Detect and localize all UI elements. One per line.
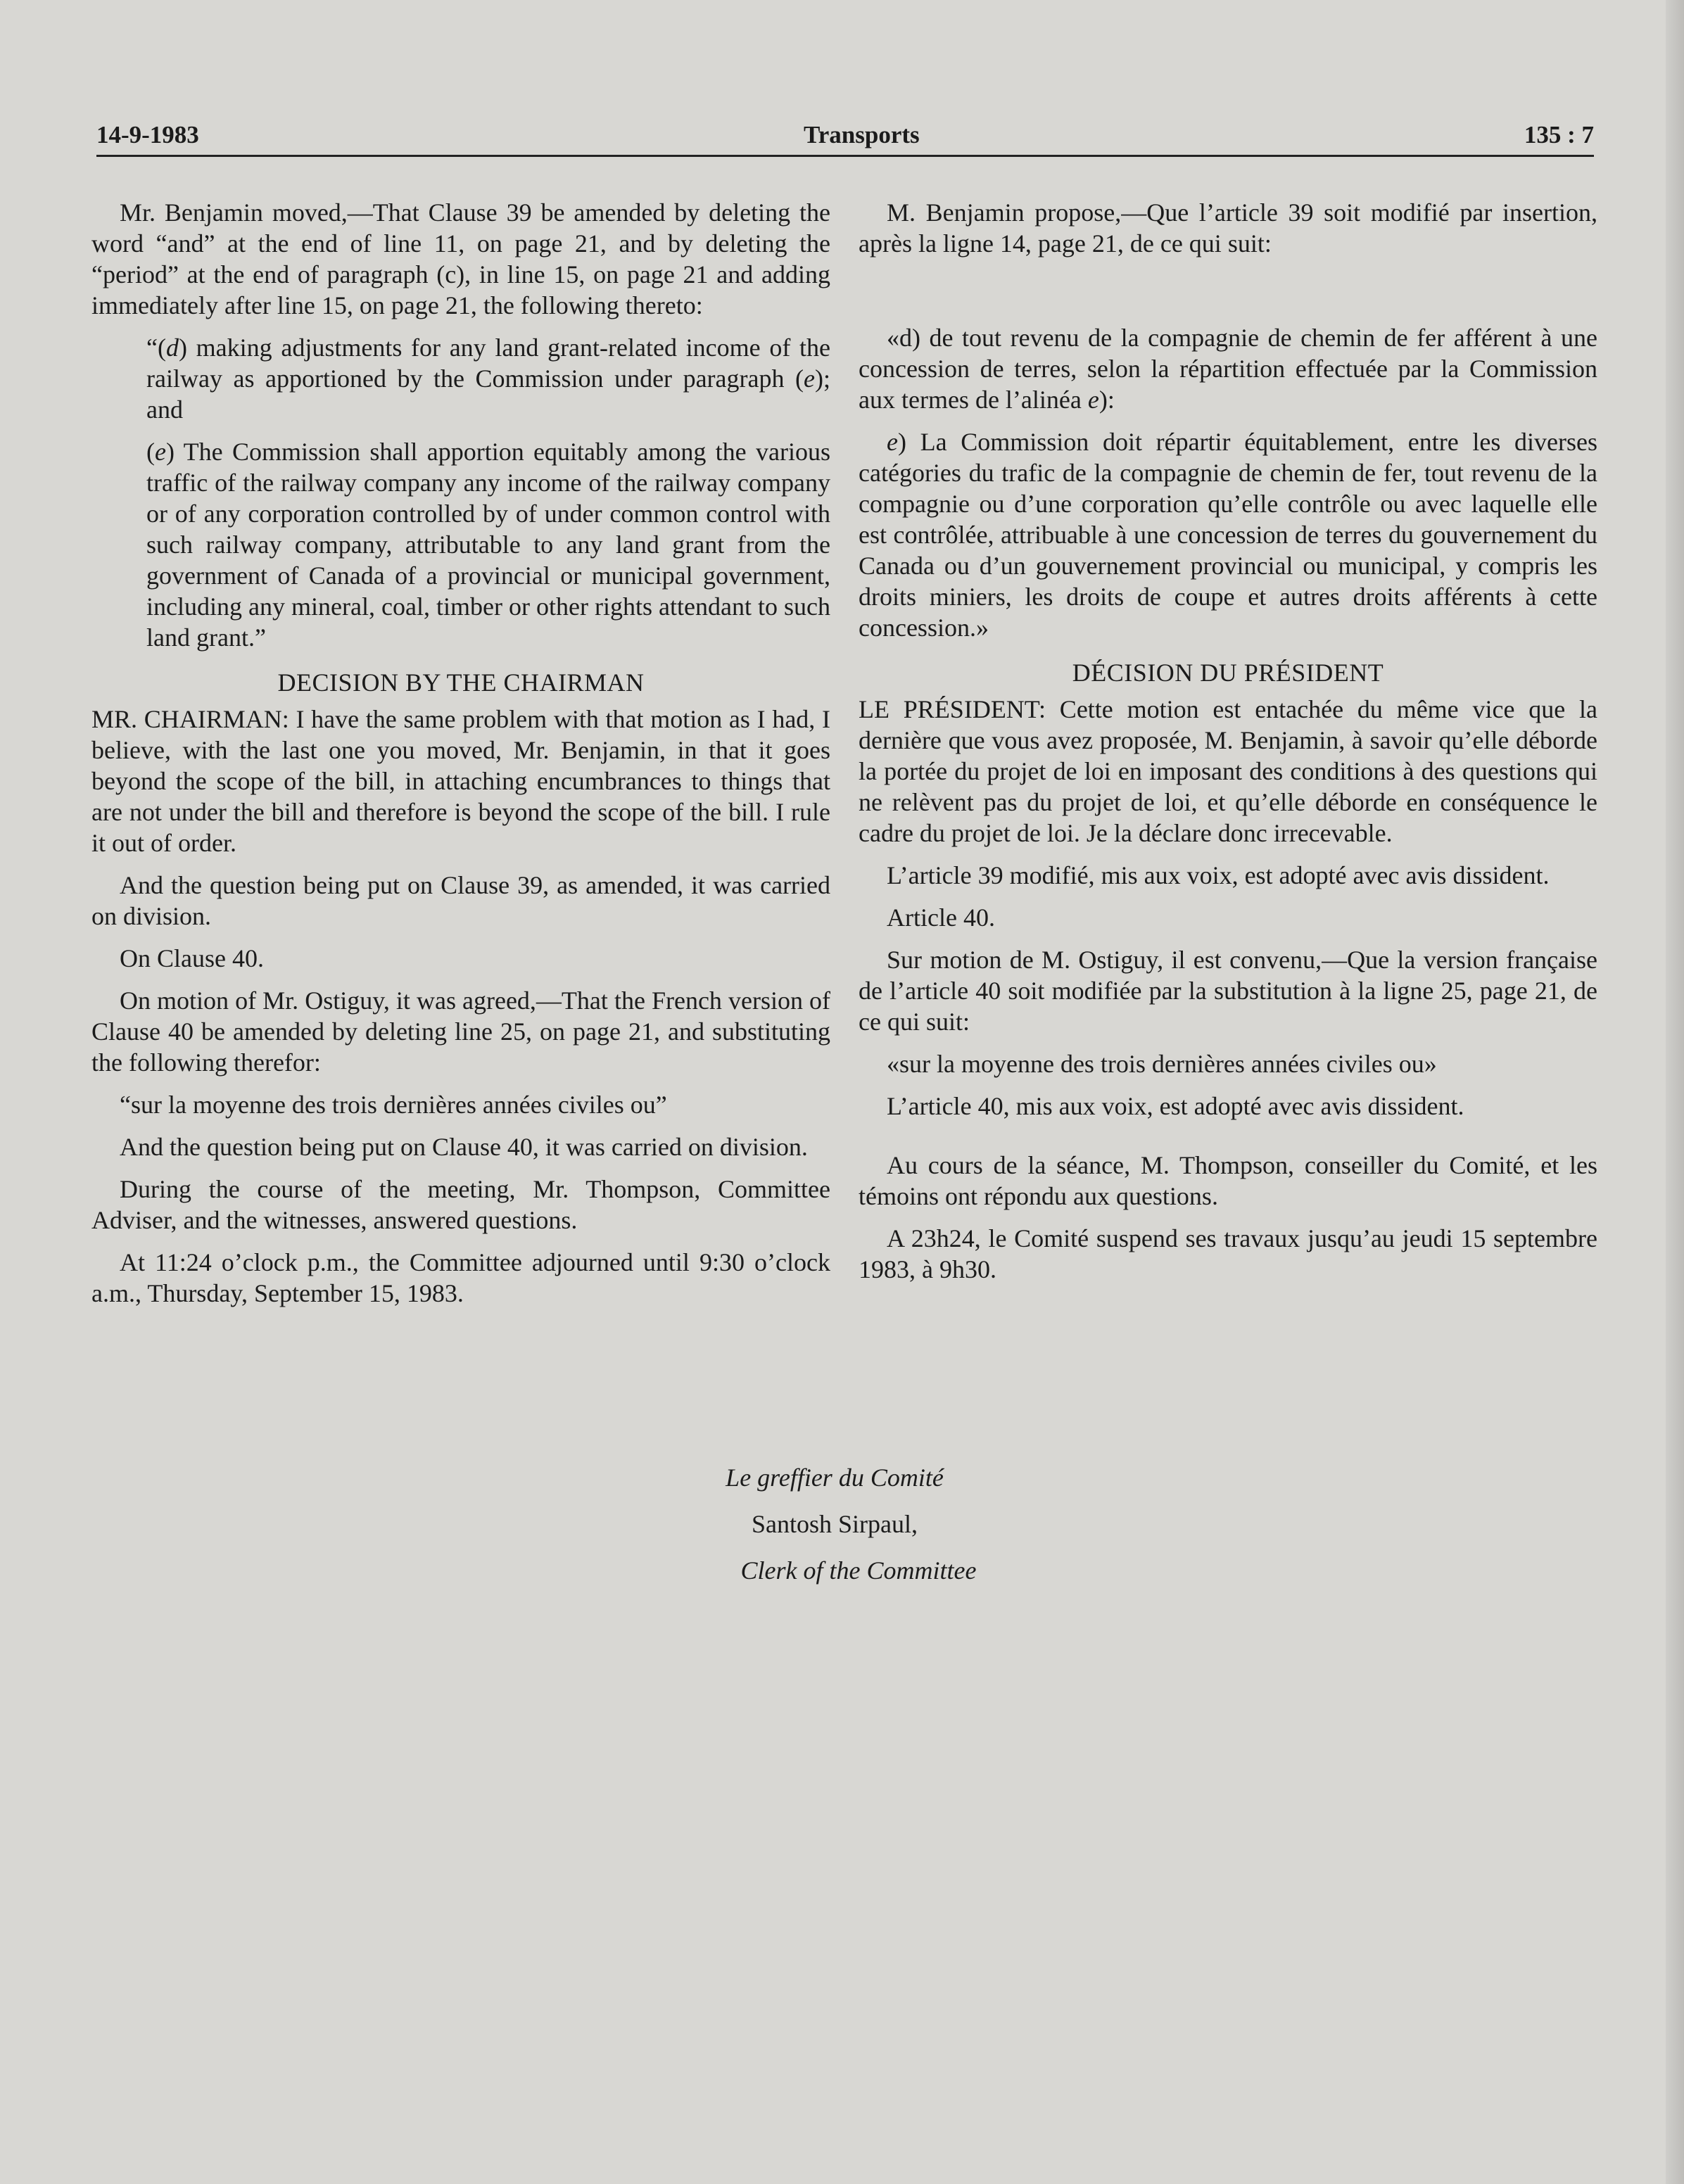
page-header [96, 121, 1594, 157]
fr-question-article-39: L’article 39 modifié, mis aux voix, est adopté avec avis dissident. [887, 861, 1550, 889]
en-quote-paragraph-d: “(d) making adjustments for any land grant-related income of the railway as apportioned by the Commission under paragraph (e); and [146, 334, 830, 424]
signature-french-title: Le greffier du Comité [726, 1464, 944, 1492]
fr-question-article-40: L’article 40, mis aux voix, est adopté avec avis dissident. [887, 1092, 1464, 1120]
en-ostiguy-motion: On motion of Mr. Ostiguy, it was agreed,—That the French version of Clause 40 be amended by deleting line 25, on page 21, and substituting the following therefor: [91, 986, 830, 1077]
french-column [859, 197, 1597, 1320]
fr-spacer-2 [859, 1133, 1597, 1150]
en-decision-heading: DECISION BY THE CHAIRMAN [277, 668, 645, 697]
fr-quote-alinea-e: e) La Commission doit répartir équitablement, entre les diverses catégories du trafic de la compagnie de chemin de fer, tout revenu de la compagnie ou d’une corporation qu’elle contrôle ou avec laquelle elle est contrôlée, attribuable à une concession de terres du gouvernement du Canada ou d’un gouvernement provincial ou municipal, y compris les droits miniers, les droits de coupe et autres droits afférents à cette concession.» [859, 428, 1597, 642]
fr-spacer [859, 270, 1597, 322]
en-motion-intro: Mr. Benjamin moved,—That Clause 39 be amended by deleting the word “and” at the end of line 11, on page 21, and by deleting the “period” at the end of paragraph (c), in line 15, on page 21 and adding immediately after line 15, on page 21, the following thereto: [91, 198, 830, 319]
fr-article-40: Article 40. [887, 903, 995, 932]
clerk-signature-block [676, 1462, 1027, 1601]
fr-motion-intro: M. Benjamin propose,—Que l’article 39 soit modifié par insertion, après la ligne 14, page 21, de ce qui suit: [859, 198, 1597, 258]
header-title: Transports [804, 121, 920, 148]
en-clause-40: On Clause 40. [120, 944, 264, 972]
en-adjournment: At 11:24 o’clock p.m., the Committee adjourned until 9:30 o’clock a.m., Thursday, September 15, 1983. [91, 1248, 830, 1307]
en-thompson-note: During the course of the meeting, Mr. Thompson, Committee Adviser, and the witnesses, answered questions. [91, 1175, 830, 1234]
signature-name: Santosh Sirpaul, [751, 1510, 918, 1538]
page-edge [1666, 0, 1684, 2184]
fr-ostiguy-quote: «sur la moyenne des trois dernières années civiles ou» [887, 1050, 1437, 1078]
en-decision-text: MR. CHAIRMAN: I have the same problem with that motion as I had, I believe, with the last one you moved, Mr. Benjamin, in that it goes beyond the scope of the bill, in attaching encumbrances to things that are not under the bill and therefore is beyond the scope of the bill. I rule it out of order. [91, 705, 830, 857]
fr-ostiguy-motion: Sur motion de M. Ostiguy, il est convenu,—Que la version française de l’article 40 soit modifiée par la substitution à la ligne 25, page 21, de ce qui suit: [859, 946, 1597, 1036]
fr-decision-heading: DÉCISION DU PRÉSIDENT [1072, 659, 1384, 687]
en-quote-paragraph-e: (e) The Commission shall apportion equitably among the various traffic of the railway company any income of the railway company or of any corporation controlled by of under common control with such railway company, attributable to any land grant from the government of Canada of a provincial or municipal government, including any mineral, coal, timber or other rights attendant to such land grant.” [146, 438, 830, 652]
fr-decision-text: LE PRÉSIDENT: Cette motion est entachée du même vice que la dernière que vous avez proposée, M. Benjamin, à savoir qu’elle déborde la portée du projet de loi en imposant des conditions à des questions qui ne relèvent pas du projet de loi, et qu’elle déborde en conséquence le cadre du projet de loi. Je la déclare donc irrecevable. [859, 695, 1597, 847]
english-column [91, 197, 830, 1320]
header-page-number: 135 : 7 [1524, 121, 1594, 148]
two-column-body [91, 197, 1597, 1320]
signature-english-title: Clerk of the Committee [740, 1556, 977, 1585]
en-question-clause-40: And the question being put on Clause 40, it was carried on division. [120, 1133, 808, 1161]
header-date: 14-9-1983 [96, 121, 199, 148]
en-ostiguy-quote: “sur la moyenne des trois dernières années civiles ou” [120, 1091, 667, 1119]
fr-adjournment: A 23h24, le Comité suspend ses travaux jusqu’au jeudi 15 septembre 1983, à 9h30. [859, 1224, 1597, 1283]
en-question-clause-39: And the question being put on Clause 39, as amended, it was carried on division. [91, 871, 830, 930]
fr-quote-alinea-d: «d) de tout revenu de la compagnie de chemin de fer afférent à une concession de terres, selon la répartition effectuée par la Commission aux termes de l’alinéa e): [859, 324, 1597, 414]
fr-thompson-note: Au cours de la séance, M. Thompson, conseiller du Comité, et les témoins ont répondu aux questions. [859, 1151, 1597, 1210]
